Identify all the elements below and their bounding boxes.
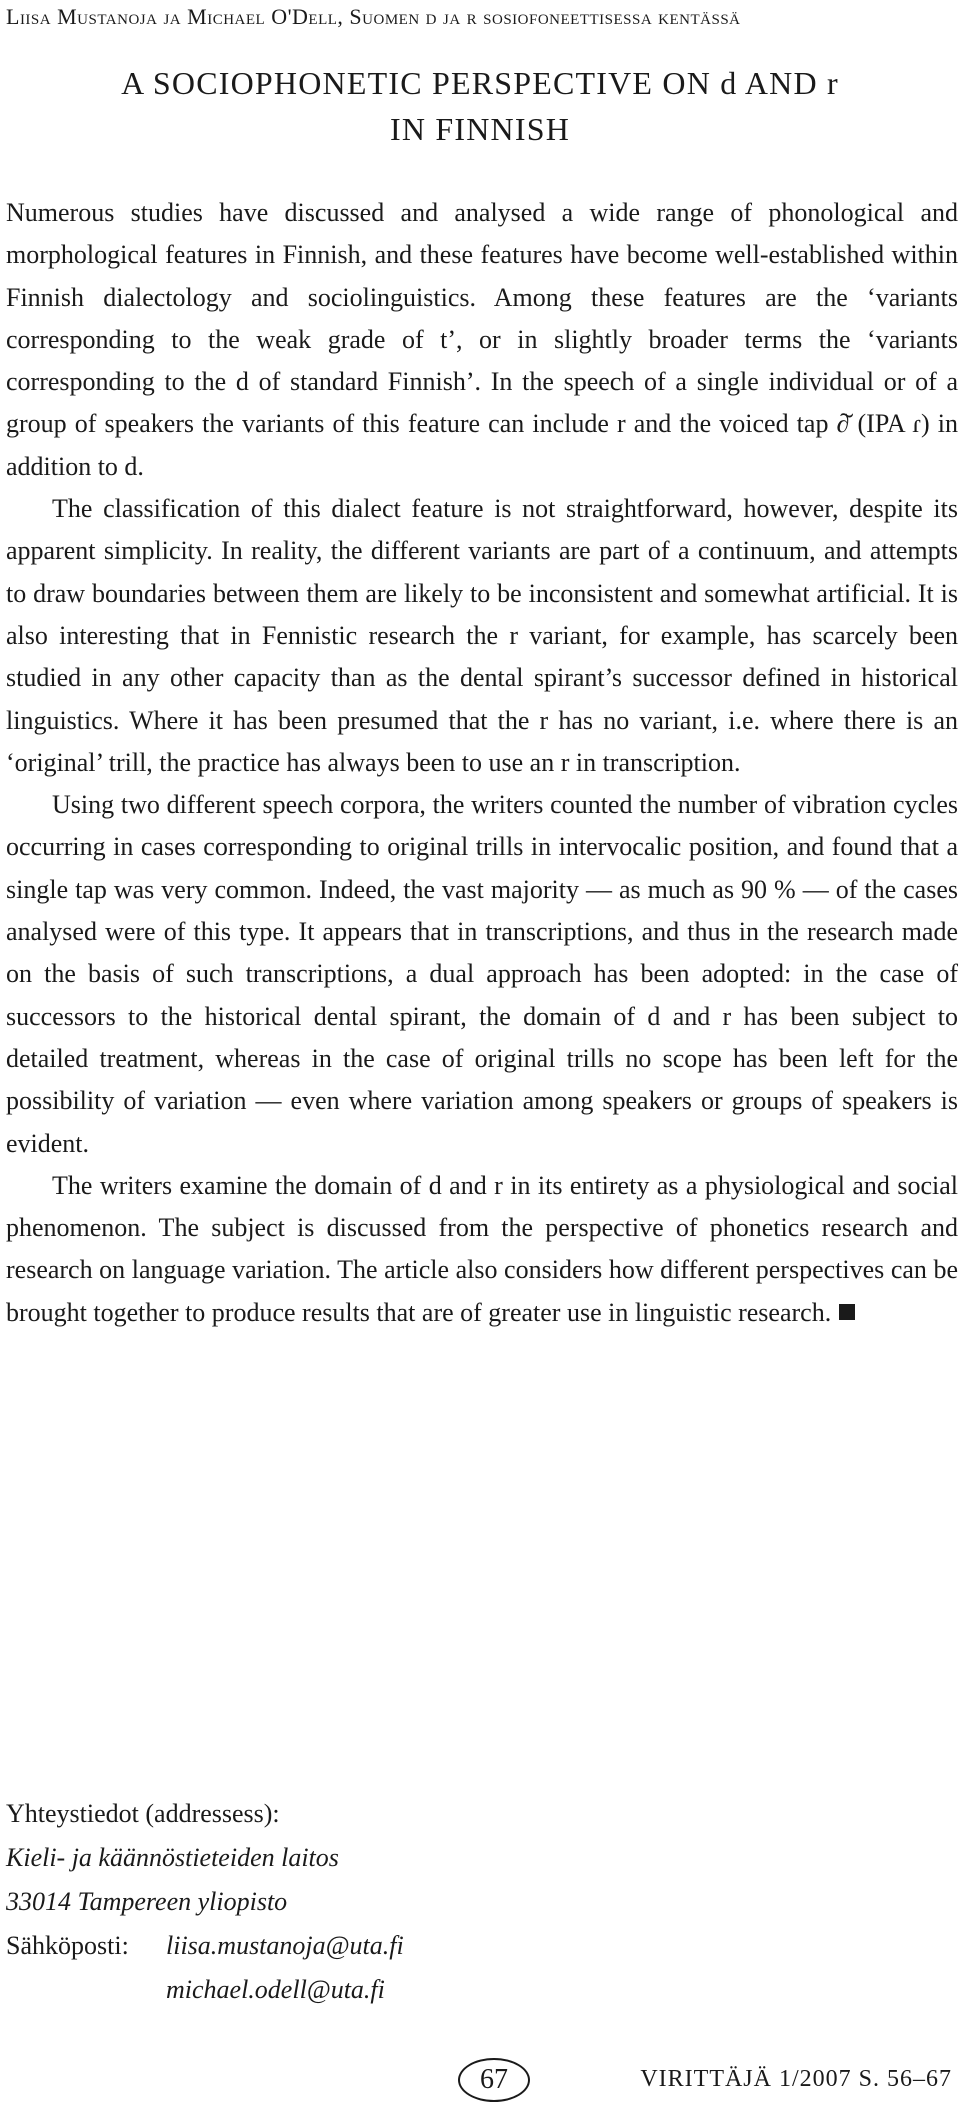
email-address-2[interactable]: michael.odell@uta.fi (166, 1975, 385, 2004)
postal-address: 33014 Tampereen yliopisto (6, 1887, 288, 1916)
paragraph-4: The writers examine the domain of d and r in its entirety as a physiological and social phenomenon. The subject is discussed from the perspective of phonetics research and research on language variation. The article also considers how different perspectives can be brought together to produce results that are of greater use in linguistic research. (6, 1170, 958, 1327)
email-address-1[interactable]: liisa.mustanoja@uta.fi (166, 1931, 404, 1960)
article-title (0, 60, 960, 152)
department: Kieli- ja käännöstieteiden laitos (6, 1843, 339, 1872)
article-body (6, 192, 958, 1334)
email-label-spacer (6, 1968, 166, 2012)
running-head: Liisa Mustanoja ja Michael O'Dell, Suomen d ja r sosiofoneettisessa kentässä (6, 4, 741, 29)
paragraph-2: The classification of this dialect feature is not straightforward, however, despite its apparent simplicity. In reality, the different variants are part of a continuum, and attempts to draw boundaries between them are likely to be inconsistent and somewhat artificial. It is also interesting that in Fennistic research the r variant, for example, has scarcely been studied in any other capacity than as the dental spirant’s successor defined in historical linguistics. Where it has been presumed that the r has no variant, i.e. where there is an ‘original’ trill, the practice has always been to use an r in transcription. (6, 494, 958, 777)
end-of-article-mark (839, 1304, 855, 1320)
title-line-2: IN FINNISH (390, 111, 570, 147)
title-line-1: A SOCIOPHONETIC PERSPECTIVE ON d AND r (121, 65, 839, 101)
contact-heading: Yhteystiedot (addressess): (6, 1799, 280, 1828)
paragraph-3: Using two different speech corpora, the writers counted the number of vibration cycles occurring in cases corresponding to original trills in intervocalic position, and found that a single tap was very common. Indeed, the vast majority — as much as 90 % — of the cases analysed were of this type. It appears that in transcriptions, and thus in the research made on the basis of such transcriptions, a dual approach has been adopted: in the case of successors to the historical dental spirant, the domain of d and r has been subject to detailed treatment, whereas in the case of original trills no scope has been left for the possibility of variation — even where variation among speakers or groups of speakers is evident. (6, 790, 958, 1158)
paragraph-1: Numerous studies have discussed and analysed a wide range of phonological and morphological features in Finnish, and these features have become well-established within Finnish dialectology and sociolinguistics. Among these features are the ‘variants corresponding to the weak grade of t’, or in slightly broader terms the ‘variants corresponding to the d of standard Finnish’. In the speech of a single individual or of a group of speakers the variants of this feature can include r and the voiced tap ∂̆ (IPA ɾ) in addition to d. (6, 198, 958, 481)
email-label: Sähköposti: (6, 1931, 129, 1960)
journal-reference: VIRITTÄJÄ 1/2007 S. 56–67 (640, 2066, 952, 2092)
email-line-1 (6, 1924, 906, 1968)
paragraph-4-wrapper (6, 1165, 958, 1334)
contact-block (6, 1792, 906, 2012)
page-number: 67 (458, 2058, 530, 2102)
email-line-2 (6, 1968, 906, 2012)
